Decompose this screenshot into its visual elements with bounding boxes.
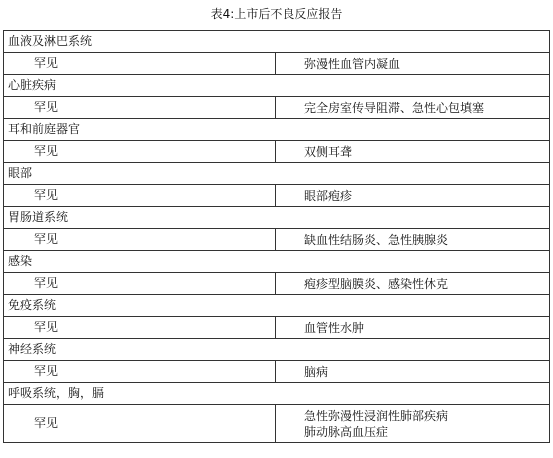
table-body	[4, 31, 550, 443]
frequency-row	[4, 97, 550, 119]
event-line: 缺血性结肠炎、急性胰腺炎	[304, 232, 449, 247]
event-line: 血管性水肿	[304, 320, 365, 335]
frequency-row	[4, 273, 550, 295]
events-cell	[276, 229, 550, 251]
system-row	[4, 75, 550, 97]
frequency-cell: 罕见	[4, 317, 276, 339]
frequency-cell: 罕见	[4, 361, 276, 383]
system-name: 感染	[4, 251, 550, 273]
system-row	[4, 163, 550, 185]
frequency-cell: 罕见	[4, 53, 276, 75]
events-cell	[276, 361, 550, 383]
frequency-cell: 罕见	[4, 141, 276, 163]
frequency-cell: 罕见	[4, 185, 276, 207]
system-name: 胃肠道系统	[4, 207, 550, 229]
system-name: 心脏疾病	[4, 75, 550, 97]
frequency-cell: 罕见	[4, 273, 276, 295]
frequency-cell: 罕见	[4, 97, 276, 119]
event-line: 弥漫性血管内凝血	[304, 56, 401, 71]
event-line: 完全房室传导阻滞、急性心包填塞	[304, 100, 485, 115]
event-line: 疱疹型脑膜炎、感染性休克	[304, 276, 449, 291]
events-cell	[276, 317, 550, 339]
system-name: 耳和前庭器官	[4, 119, 550, 141]
event-line: 双侧耳聋	[304, 144, 353, 159]
events-cell	[276, 141, 550, 163]
frequency-row	[4, 53, 550, 75]
system-row	[4, 207, 550, 229]
frequency-row	[4, 141, 550, 163]
system-row	[4, 383, 550, 405]
events-cell	[276, 185, 550, 207]
system-name: 免疫系统	[4, 295, 550, 317]
events-cell	[276, 97, 550, 119]
table-title: 表4:上市后不良反应报告	[210, 7, 343, 21]
system-row	[4, 339, 550, 361]
event-line: 脑病	[304, 364, 329, 379]
system-row	[4, 119, 550, 141]
event-line: 眼部疱疹	[304, 188, 353, 203]
frequency-row	[4, 361, 550, 383]
events-cell	[276, 405, 550, 443]
frequency-cell: 罕见	[4, 405, 276, 443]
frequency-row	[4, 185, 550, 207]
system-name: 血液及淋巴系统	[4, 31, 550, 53]
adverse-reaction-table	[3, 30, 550, 443]
system-name: 呼吸系统，胸，膈	[4, 383, 550, 405]
system-row	[4, 251, 550, 273]
system-row	[4, 295, 550, 317]
system-name: 神经系统	[4, 339, 550, 361]
event-line: 肺动脉高血压症	[304, 424, 389, 439]
frequency-row	[4, 317, 550, 339]
events-cell	[276, 273, 550, 295]
events-cell	[276, 53, 550, 75]
frequency-row	[4, 229, 550, 251]
system-name: 眼部	[4, 163, 550, 185]
event-line: 急性弥漫性浸润性肺部疾病	[304, 408, 449, 423]
frequency-row	[4, 405, 550, 443]
frequency-cell: 罕见	[4, 229, 276, 251]
system-row	[4, 31, 550, 53]
